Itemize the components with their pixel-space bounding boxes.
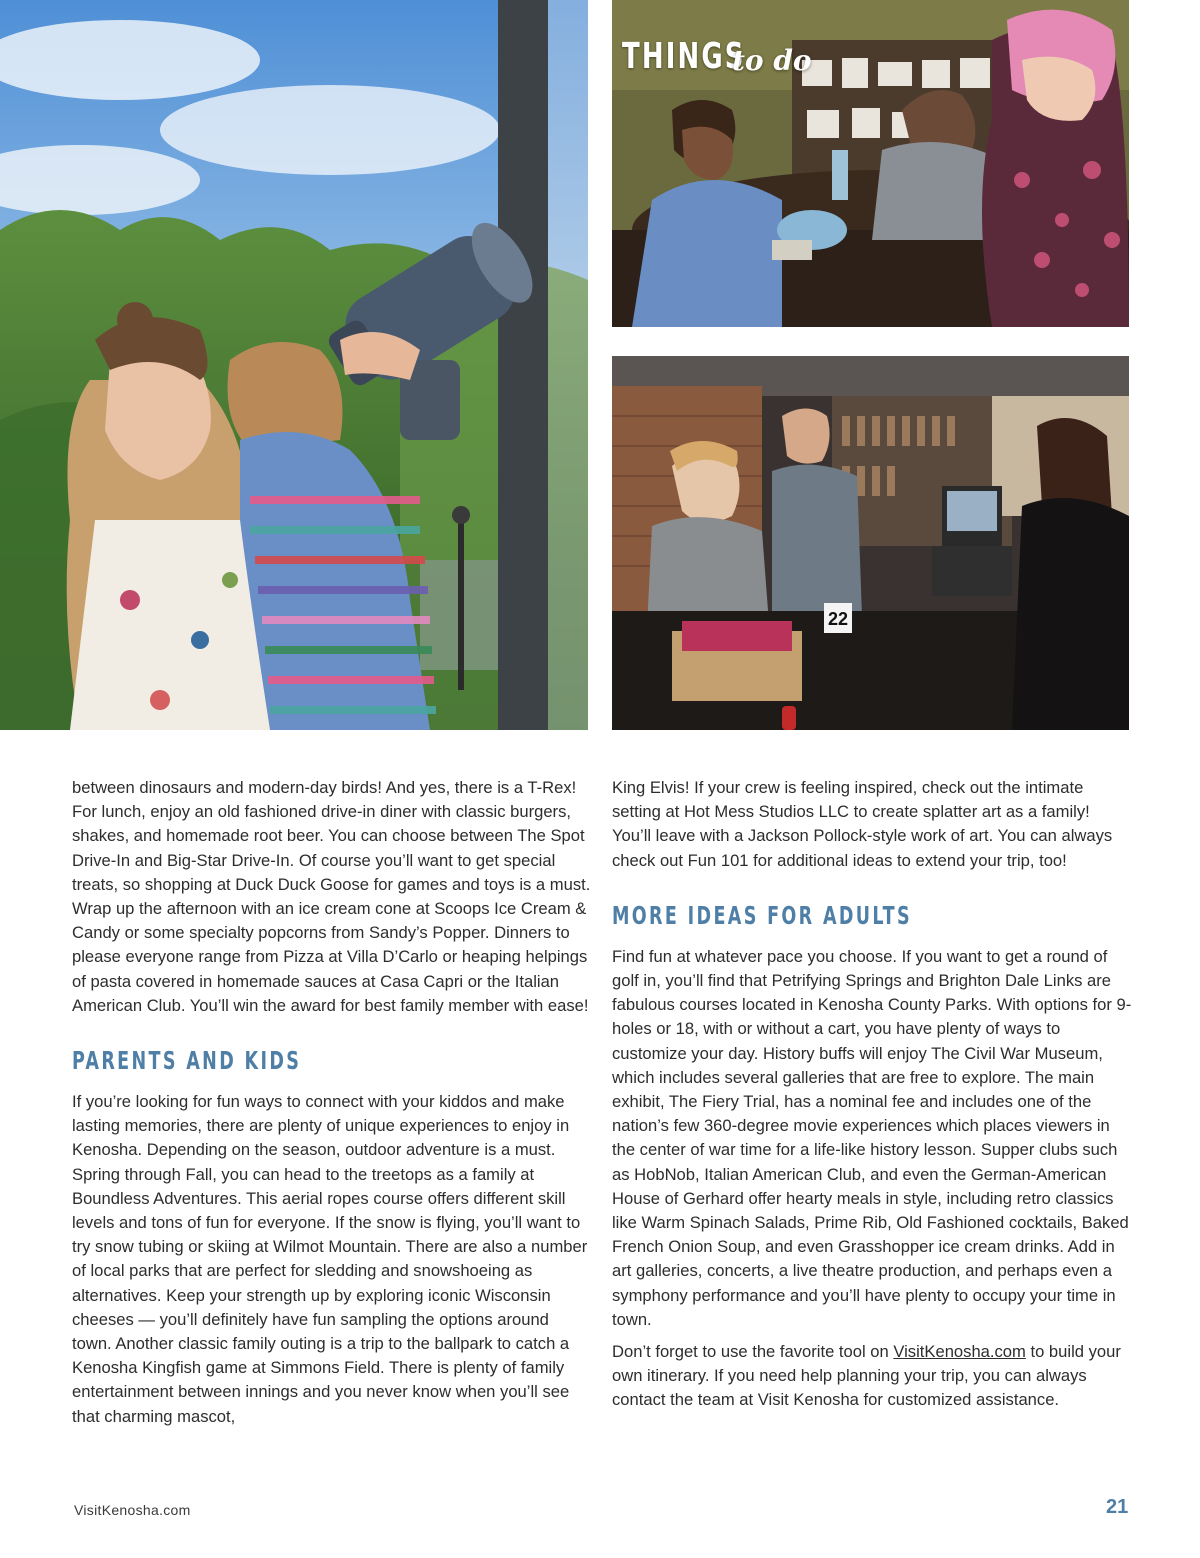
closing-text-before-link: Don’t forget to use the favorite tool on [612,1342,894,1362]
right-text-column [612,776,1132,1413]
heading-more-ideas-for-adults: MORE IDEAS FOR ADULTS [612,900,912,930]
photo-icon [0,0,588,730]
left-text-column [72,776,592,1429]
section-label-main: THINGS [622,36,746,77]
photo-shop-counter [612,356,1129,730]
photo-pottery-studio [612,0,1129,327]
closing-text-after-link: to build your own itinerary. If you need help planning your trip, you can always contact the team at Visit Kenosha for customized assistance. [612,1342,1121,1410]
photo-icon [612,356,1129,730]
section-label-things-to-do [622,36,812,77]
closing-paragraph [612,1340,1132,1413]
section-label-script: to do [732,44,812,77]
footer-website: VisitKenosha.com [74,1502,191,1518]
table-tent-number: 22 [827,609,849,629]
heading-parents-and-kids: PARENTS AND KIDS [72,1046,302,1076]
intro-paragraph: between dinosaurs and modern-day birds! And yes, there is a T-Rex! For lunch, enjoy an old fashioned drive-in diner with classic burgers, shakes, and homemade root beer. You can choose between The Spot Drive-In and Big-Star Drive-In. Of course you’ll want to get special treats, so shopping at Duck Duck Goose for games and toys is a must. Wrap up the afternoon with an ice cream cone at Scoops Ice Cream & Candy or some specialty popcorns from Sandy’s Popper. Dinners to please everyone range from Pizza at Villa D’Carlo or heaping helpings of pasta covered in homemade sauces at Casa Capri or the Italian American Club. You’ll win the award for best family member with ease! [72,778,591,1015]
adults-paragraph: Find fun at whatever pace you choose. If you want to get a round of golf in, you’ll find that Petrifying Springs and Brighton Dale Links are fabulous courses located in Kenosha County Parks. With options for 9-holes or 18, with or without a cart, you have plenty of ways to customize your day. History buffs will enjoy The Civil War Museum, which includes several galleries that are free to explore. The main exhibit, The Fiery Trial, has a nominal fee and includes one of the nation’s few 360-degree movie experiences which places viewers in the center of war time for a life-like history lesson. Supper clubs such as HobNob, Italian American Club, and even the German-American House of Gerhard offer hearty meals in style, including retro classics like Warm Spinach Salads, Prime Rib, Old Fashioned cocktails, Baked French Onion Soup, and even Grasshopper ice cream drinks. Add in art galleries, concerts, a live theatre production, and perhaps even a symphony performance and you’ll have plenty to occupy your time in town. [612,946,1132,1329]
visit-kenosha-link[interactable]: VisitKenosha.com [893,1342,1026,1362]
photo-girls-binoculars [0,0,588,730]
continued-paragraph: King Elvis! If your crew is feeling inspired, check out the intimate setting at Hot Mess Studios LLC to create splatter art as a family! You’ll leave with a Jackson Pollock-style work of art. You can always check out Fun 101 for additional ideas to extend your trip, too! [612,778,1113,870]
parents-kids-paragraph: If you’re looking for fun ways to connect with your kiddos and make lasting memories, there are plenty of unique experiences to enjoy in Kenosha. Depending on the season, outdoor adventure is a must. Spring through Fall, you can head to the treetops as a family at Boundless Adventures. This aerial ropes course offers different skill levels and tons of fun for everyone. If the snow is flying, you’ll want to try snow tubing or skiing at Wilmot Mountain. There are also a number of local parks that are perfect for sledding and snowshoeing as alternatives. Keep your strength up by exploring iconic Wisconsin cheeses — you’ll definitely have fun sampling the options around town. Another classic family outing is a trip to the ballpark to catch a Kenosha Kingfish game at Simmons Field. There is plenty of family entertainment between innings and you never know when you’ll see that charming mascot, [72,1092,588,1426]
page-number: 21 [1106,1496,1129,1518]
